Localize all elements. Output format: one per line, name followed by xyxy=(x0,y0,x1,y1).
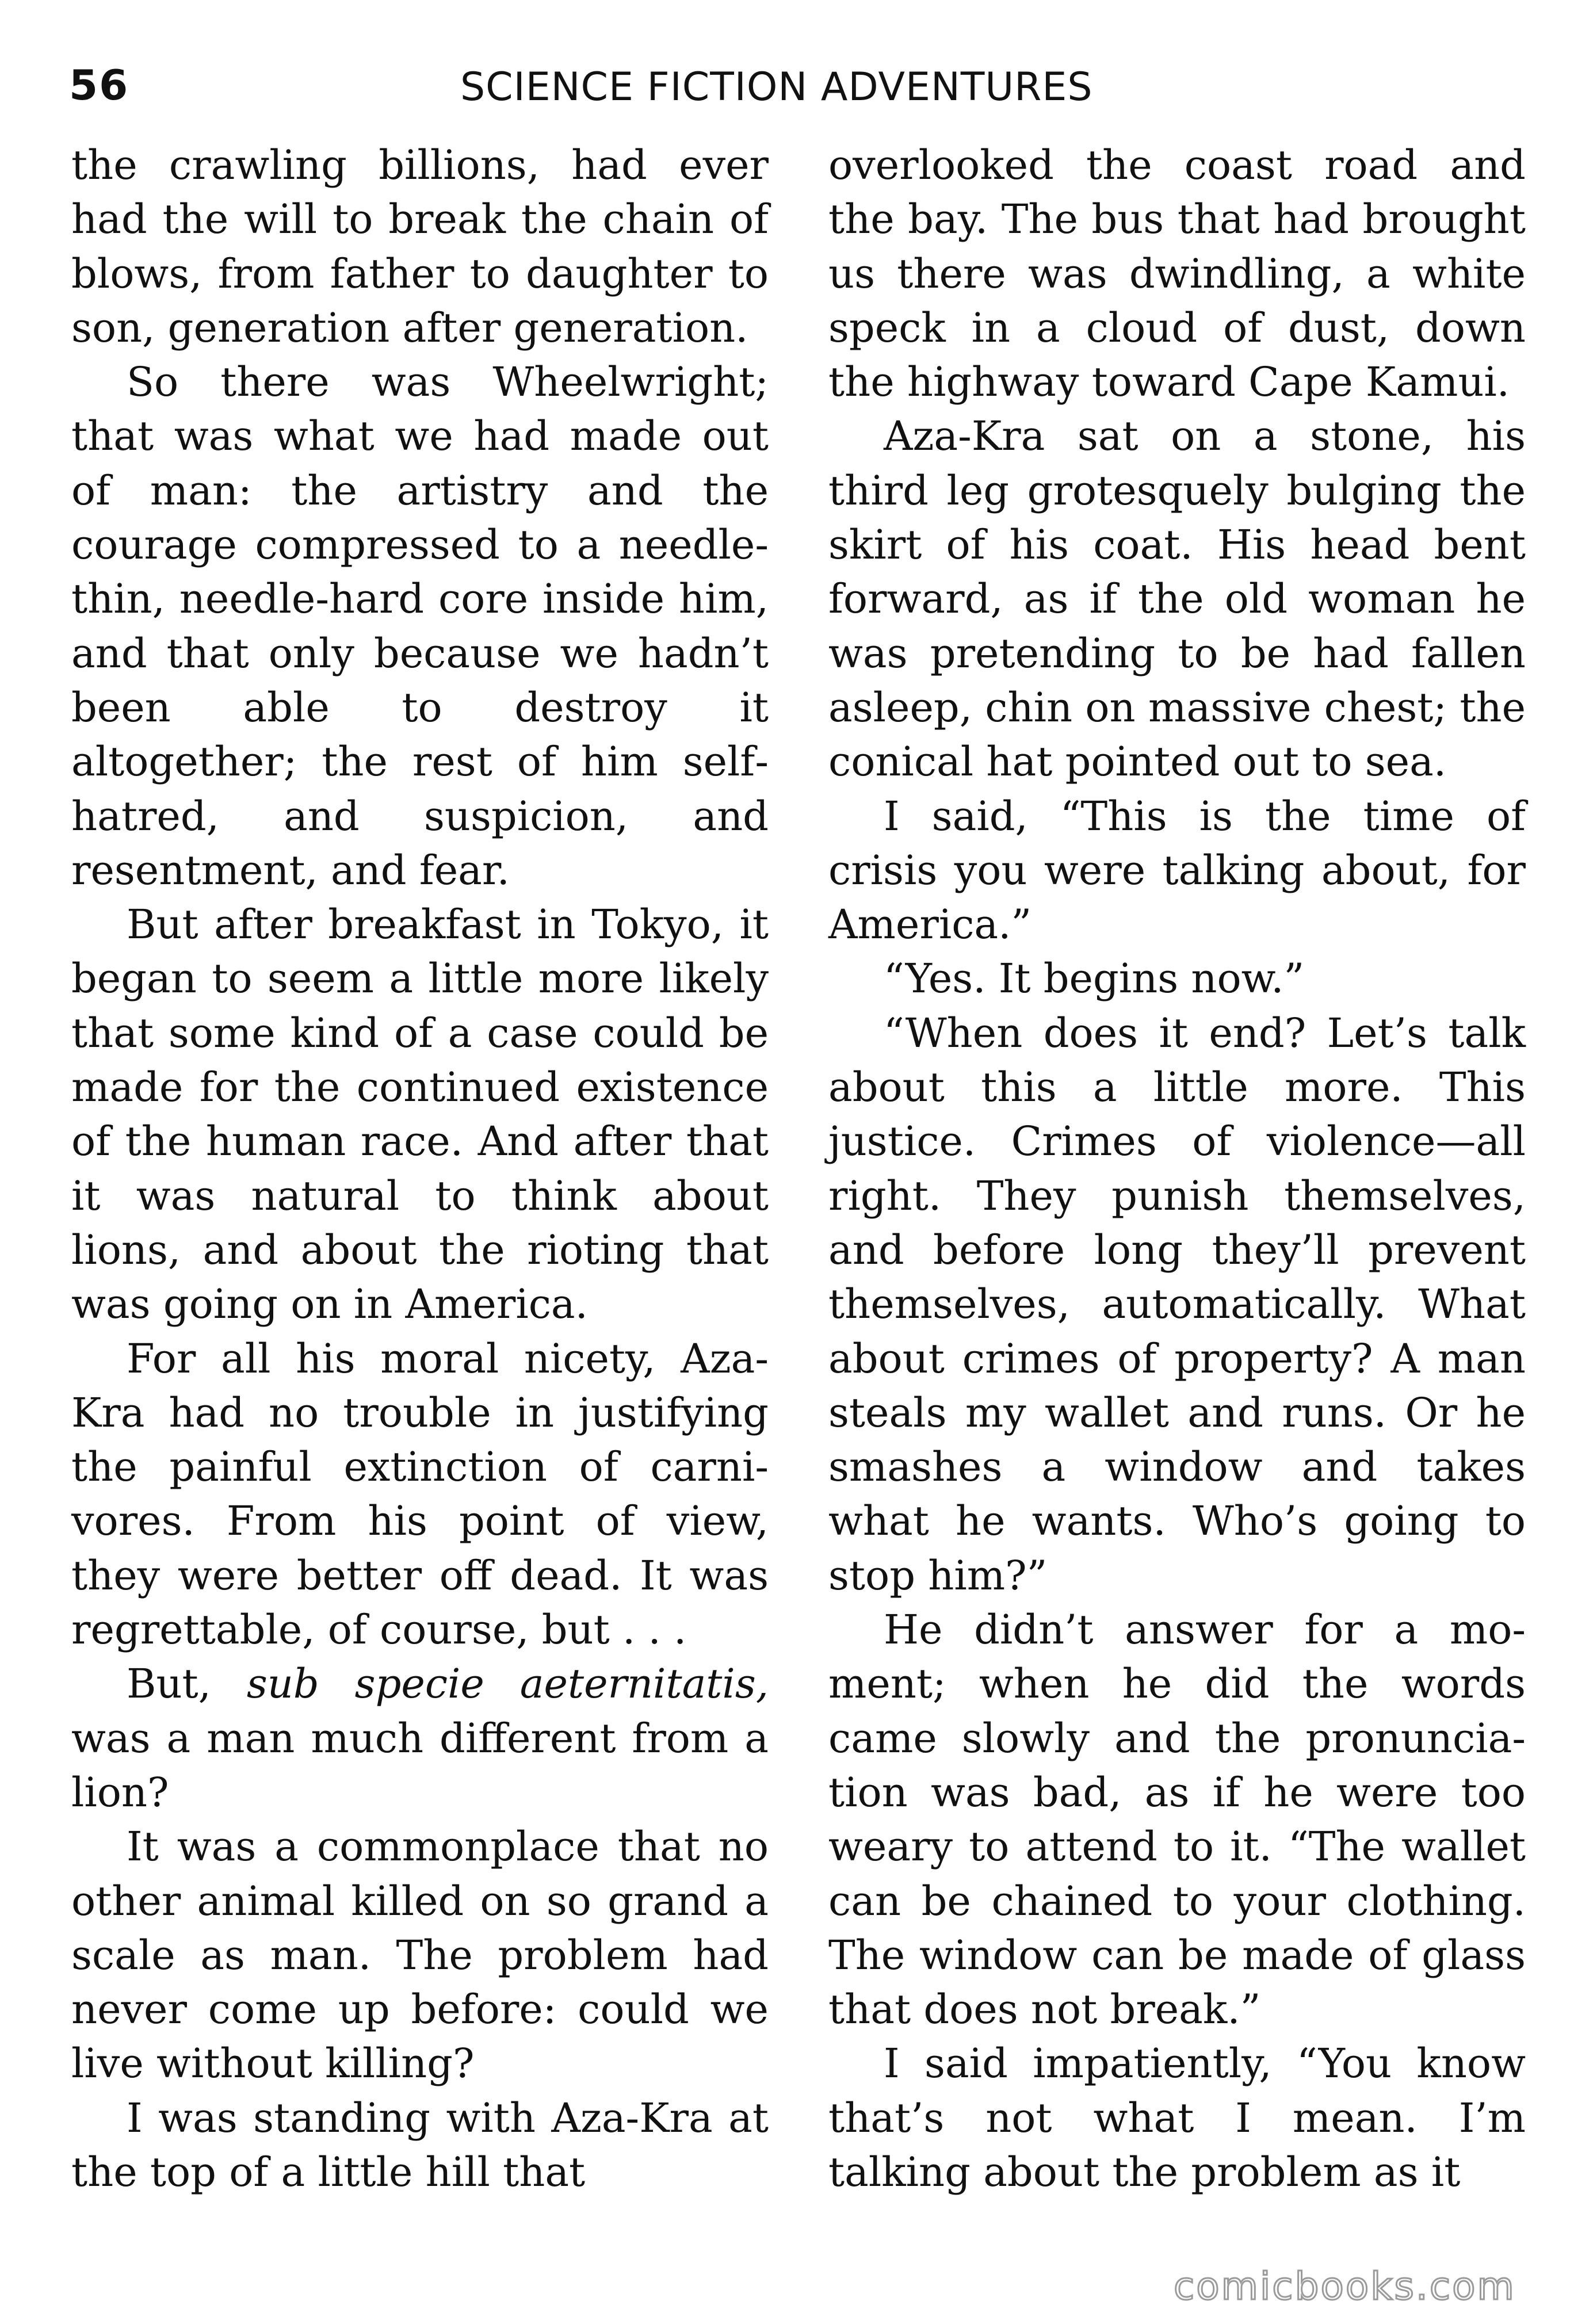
paragraph: overlooked the coast road and the bay. The bus that had brought us there was dwindling, a white speck in a cloud of dust, down the highway toward Cape Kamui. xyxy=(828,142,1526,406)
paragraph: He didn’t answer for a moment; when he did the words came slowly and the pronunciation was bad, as if he were too weary to attend to it. “The wallet can be chained to your clothing. The window can be made of glass that does not break.” xyxy=(828,1606,1526,2033)
left-column xyxy=(71,138,769,2199)
paragraph: “When does it end? Let’s talk about this a little more. This justice. Crimes of violence—all right. They punish themselves, and before long they’ll prevent themselves, automatically. What about crimes of property? A man steals my wallet and runs. Or he smashes a window and takes what he wants. Who’s going to stop him?” xyxy=(828,1009,1526,1599)
running-title: SCIENCE FICTION ADVENTURES xyxy=(460,64,1093,110)
watermark: comicbooks.com xyxy=(1174,2264,1516,2308)
paragraph: I said, “This is the time of crisis you were talking about, for America.” xyxy=(828,792,1526,949)
right-column xyxy=(828,138,1526,2199)
paragraph: I said impatiently, “You know that’s not what I mean. I’m talking about the problem as it xyxy=(828,2040,1526,2196)
paragraph: For all his moral nicety, Aza-Kra had no trouble in justifying the painful extinction of carnivores. From his point of view, they were better off dead. It was regrettable, of course, but . . . xyxy=(71,1335,769,1654)
paragraph: It was a commonplace that no other animal killed on so grand a scale as man. The problem had never come up before: could we live without killing? xyxy=(71,1823,769,2088)
latin-phrase: sub specie aeternitatis, xyxy=(246,1660,769,1708)
paragraph: I was standing with Aza-Kra at the top of a little hill that xyxy=(71,2094,769,2196)
paragraph: “Yes. It begins now.” xyxy=(884,955,1305,1003)
paragraph-rest: was a man much different from a lion? xyxy=(71,1714,769,1816)
paragraph: So there was Wheelwright; that was what we had made out of man: the artistry and the courage compressed to a needlethin, needle-hard core inside him, and that only because we hadn’t been able to destroy it altogether; the rest of him selfhatred, and suspicion, and resentment, and fear. xyxy=(71,358,769,894)
paragraph: But after breakfast in Tokyo, it began to seem a little more likely that some kind of a case could be made for the continued existence of the human race. And after that it was natural to think about lions, and about the rioting that was going on in America. xyxy=(71,901,769,1328)
paragraph-lead: But, xyxy=(127,1660,247,1708)
paragraph xyxy=(71,1657,769,1820)
page-number: 56 xyxy=(69,61,129,109)
paragraph: the crawling billions, had ever had the will to break the chain of blows, from father to daughter to son, generation after generation. xyxy=(71,142,769,351)
paragraph: Aza-Kra sat on a stone, his third leg grotesquely bulging the skirt of his coat. His head bent forward, as if the old woman he was pretending to be had fallen asleep, chin on massive chest; the conical hat pointed out to sea. xyxy=(828,412,1526,786)
